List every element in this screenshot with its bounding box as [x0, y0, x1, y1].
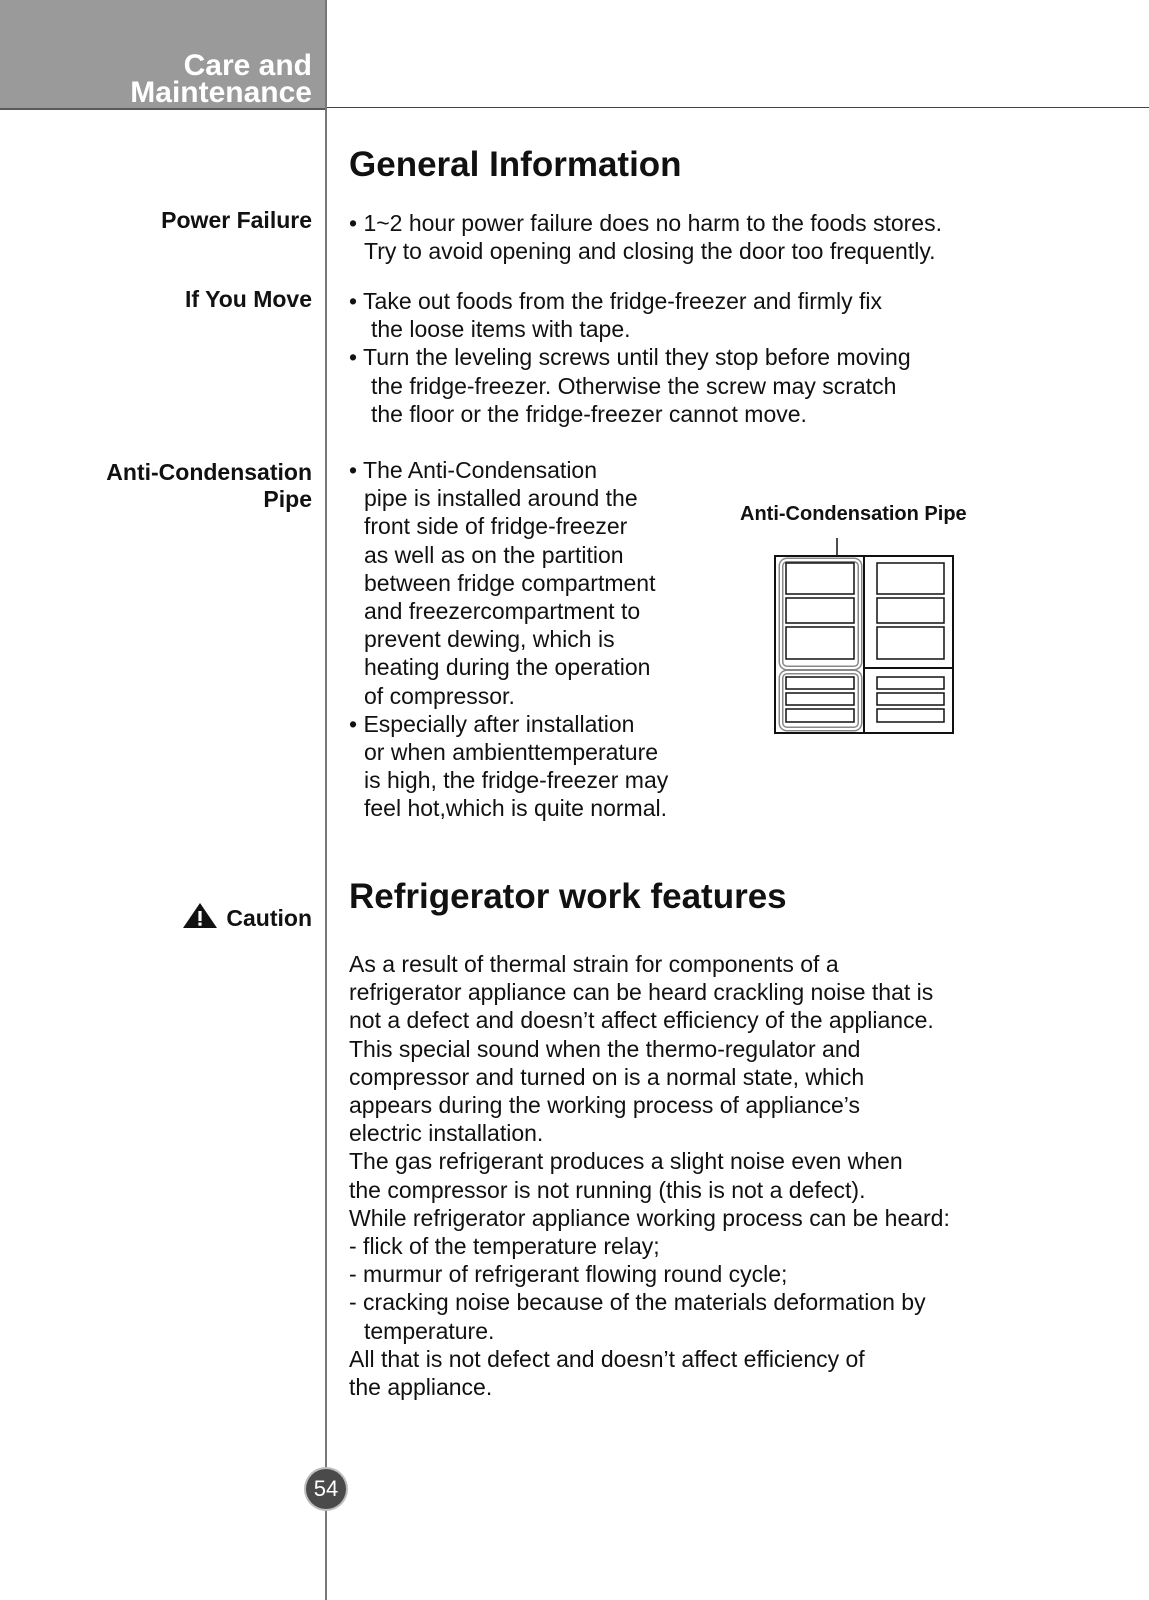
anti-condensation-label-line2: Pipe [263, 486, 312, 512]
fridge-diagram [770, 538, 960, 738]
text-line: temperature. [364, 1317, 495, 1344]
text-line: While refrigerator appliance working process can be heard: [349, 1204, 950, 1231]
text-line: - murmur of refrigerant flowing round cycle; [349, 1261, 788, 1288]
caution-text: Caution [226, 905, 312, 931]
right-shelf-2 [877, 598, 944, 623]
text-line: refrigerator appliance can be heard crackling noise that is [349, 979, 934, 1006]
work-features-text [349, 950, 950, 1401]
text-line: the compressor is not running (this is not a defect). [349, 1176, 866, 1203]
text-line: - cracking noise because of the materials deformation by [349, 1289, 926, 1316]
power-failure-text [349, 209, 942, 265]
vertical-divider [325, 0, 327, 1600]
section-title-line1: Care and [183, 49, 312, 82]
text-line: front side of fridge-freezer [364, 513, 628, 540]
text-line: • Turn the leveling screws until they stop before moving [349, 344, 911, 371]
section-title [130, 49, 312, 109]
text-line: prevent dewing, which is [364, 626, 615, 653]
text-line: not a defect and doesn’t affect efficiency of the appliance. [349, 1007, 934, 1034]
section-header [0, 0, 326, 110]
right-drawer-1 [877, 677, 944, 689]
text-line: • 1~2 hour power failure does no harm to the foods stores. [349, 210, 942, 236]
text-line: All that is not defect and doesn’t affect efficiency of [349, 1345, 865, 1372]
text-line: The gas refrigerant produces a slight noise even when [349, 1148, 903, 1175]
left-drawer-1 [786, 677, 854, 689]
left-drawer-3 [786, 709, 854, 722]
text-line: feel hot,which is quite normal. [364, 795, 667, 822]
text-line: the fridge-freezer. Otherwise the screw may scratch [371, 372, 897, 399]
text-line: electric installation. [349, 1120, 544, 1147]
text-line: - flick of the temperature relay; [349, 1233, 660, 1260]
text-line: the loose items with tape. [371, 316, 631, 343]
if-you-move-label: If You Move [185, 286, 312, 312]
text-line: As a result of thermal strain for components of a [349, 951, 839, 977]
text-line: or when ambienttemperature [364, 739, 659, 766]
anti-condensation-text [349, 456, 668, 823]
general-information-heading: General Information [349, 145, 682, 184]
caution-label [182, 902, 312, 935]
text-line: pipe is installed around the [364, 485, 638, 512]
left-drawer-2 [786, 693, 854, 705]
work-features-heading: Refrigerator work features [349, 877, 787, 916]
page-number: 54 [306, 1469, 346, 1509]
right-drawer-2 [877, 693, 944, 705]
anti-condensation-label [106, 459, 312, 513]
right-shelf-3 [877, 627, 944, 659]
left-shelf-3 [786, 627, 854, 659]
text-line: compressor and turned on is a normal state, which [349, 1063, 865, 1090]
text-line: • Take out foods from the fridge-freezer and firmly fix [349, 288, 883, 314]
right-shelf-1 [877, 563, 944, 594]
diagram-label: Anti-Condensation Pipe [740, 503, 967, 525]
left-shelf-1 [786, 563, 854, 594]
text-line: the appliance. [349, 1374, 493, 1401]
text-line: • Especially after installation [349, 710, 635, 737]
if-you-move-text [349, 287, 911, 428]
text-line: of compressor. [364, 682, 515, 709]
text-line: heating during the operation [364, 654, 651, 681]
text-line: appears during the working process of appliance’s [349, 1092, 860, 1119]
text-line: • The Anti-Condensation [349, 457, 598, 483]
text-line: Try to avoid opening and closing the door too frequently. [364, 238, 936, 265]
text-line: is high, the fridge-freezer may [364, 767, 669, 794]
section-title-line2: Maintenance [130, 76, 312, 109]
text-line: the floor or the fridge-freezer cannot move. [371, 400, 807, 427]
text-line: This special sound when the thermo-regulator and [349, 1035, 861, 1062]
text-line: as well as on the partition [364, 541, 624, 568]
text-line: and freezercompartment to [364, 598, 641, 625]
text-line: between fridge compartment [364, 569, 656, 596]
warning-icon [182, 902, 218, 935]
anti-condensation-label-line1: Anti-Condensation [106, 459, 312, 485]
left-shelf-2 [786, 598, 854, 623]
power-failure-label: Power Failure [161, 207, 312, 233]
header-rule [326, 107, 1149, 108]
right-drawer-3 [877, 709, 944, 722]
